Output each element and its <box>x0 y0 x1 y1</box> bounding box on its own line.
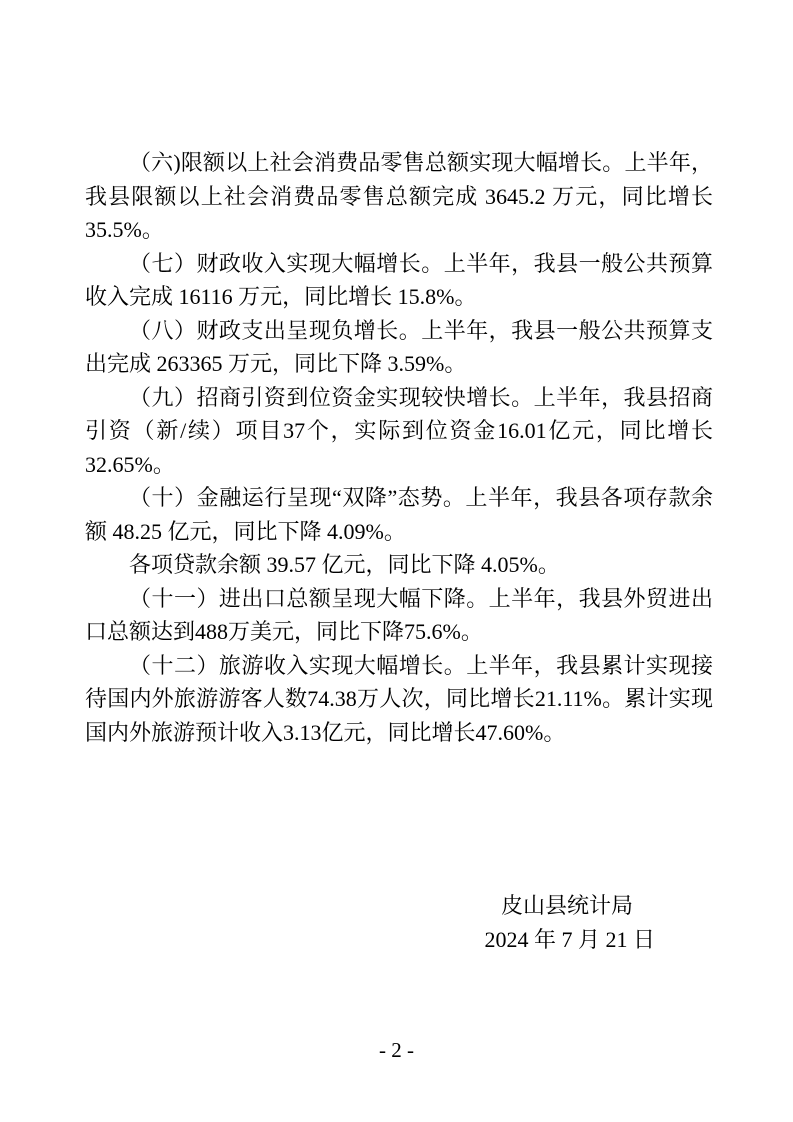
signature-org: 皮山县统计局 <box>500 893 633 918</box>
paragraph-fiscal-revenue: （七）财政收入实现大幅增长。上半年，我县一般公共预算收入完成 16116 万元，同比增长 15.8%。 <box>85 250 713 309</box>
signature-block <box>0 889 712 957</box>
paragraph-investment: （九）招商引资到位资金实现较快增长。上半年，我县招商引资（新/续）项目37个，实际到位资金16.01亿元，同比增长32.65%。 <box>85 384 713 477</box>
paragraph-tourism: （十二）旅游收入实现大幅增长。上半年，我县累计实现接待国内外旅游游客人数74.38万人次，同比增长21.11%。累计实现国内外旅游预计收入3.13亿元，同比增长47.60%。 <box>85 652 713 745</box>
paragraph-fiscal-expenditure: （八）财政支出呈现负增长。上半年，我县一般公共预算支出完成 263365 万元，同比下降 3.59%。 <box>85 317 713 376</box>
page-number: - 2 - <box>379 1038 414 1062</box>
paragraph-finance-loans: 各项贷款余额 39.57 亿元，同比下降 4.05%。 <box>129 552 560 577</box>
signature-date: 2024 年 7 月 21 日 <box>484 927 655 952</box>
paragraph-retail-sales: （六)限额以上社会消费品零售总额实现大幅增长。上半年，我县限额以上社会消费品零售总额完成 3645.2 万元，同比增长 35.5%。 <box>85 150 713 242</box>
paragraph-finance-deposits: （十）金融运行呈现“双降”态势。上半年，我县各项存款余额 48.25 亿元，同比下降 4.09%。 <box>85 485 713 544</box>
paragraph-import-export: （十一）进出口总额呈现大幅下降。上半年，我县外贸进出口总额达到488万美元，同比下降75.6%。 <box>85 585 713 644</box>
document-body <box>85 146 713 749</box>
